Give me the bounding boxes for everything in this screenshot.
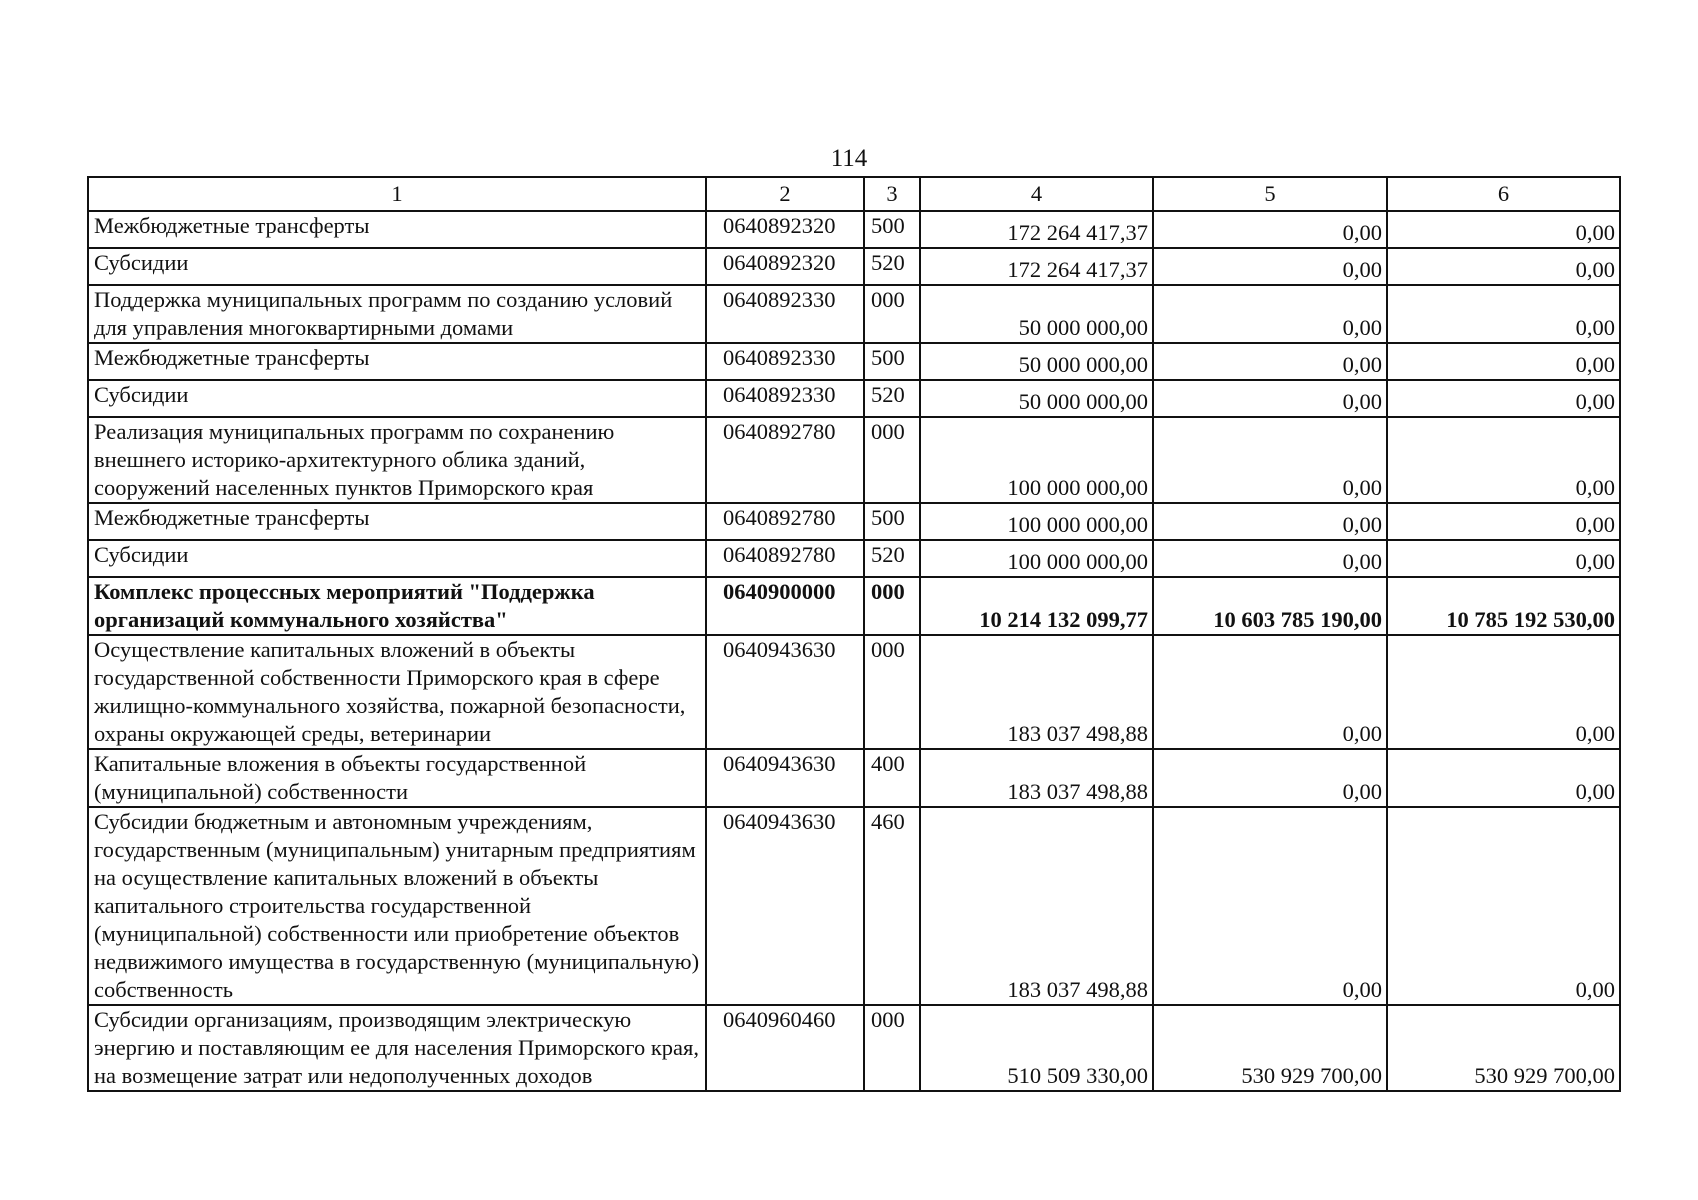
row-code: 0640943630 bbox=[706, 807, 864, 1005]
row-value-5: 0,00 bbox=[1153, 285, 1387, 343]
row-value-4: 50 000 000,00 bbox=[920, 380, 1153, 417]
row-value-4: 10 214 132 099,77 bbox=[920, 577, 1153, 635]
column-header-1: 1 bbox=[88, 177, 706, 211]
row-type: 000 bbox=[864, 417, 920, 503]
row-value-4: 172 264 417,37 bbox=[920, 248, 1153, 285]
row-name: Субсидии бюджетным и автономным учреждениям, государственным (муниципальным) унитарным предприятиям на осуществление капитальных вложений в объекты капитального строительства государственной (муниципальной) собственности или приобретение объектов недвижимого имущества в государственную (муниципальную) собственность bbox=[88, 807, 706, 1005]
row-value-5: 10 603 785 190,00 bbox=[1153, 577, 1387, 635]
table-row bbox=[88, 380, 1620, 417]
row-value-5: 0,00 bbox=[1153, 211, 1387, 248]
table-row bbox=[88, 540, 1620, 577]
row-name: Межбюджетные трансферты bbox=[88, 343, 706, 380]
row-value-4: 510 509 330,00 bbox=[920, 1005, 1153, 1091]
row-value-4: 100 000 000,00 bbox=[920, 540, 1153, 577]
row-name: Поддержка муниципальных программ по созданию условий для управления многоквартирными домами bbox=[88, 285, 706, 343]
row-value-4: 183 037 498,88 bbox=[920, 635, 1153, 749]
page-number: 114 bbox=[830, 145, 868, 172]
table-row-section-total bbox=[88, 577, 1620, 635]
table-row bbox=[88, 503, 1620, 540]
row-name: Субсидии организациям, производящим электрическую энергию и поставляющим ее для населения Приморского края, на возмещение затрат или недополученных доходов bbox=[88, 1005, 706, 1091]
row-value-4: 183 037 498,88 bbox=[920, 807, 1153, 1005]
row-type: 520 bbox=[864, 380, 920, 417]
row-type: 520 bbox=[864, 540, 920, 577]
row-name: Осуществление капитальных вложений в объекты государственной собственности Приморского края в сфере жилищно-коммунального хозяйства, пожарной безопасности, охраны окружающей среды, ветеринарии bbox=[88, 635, 706, 749]
row-value-6: 10 785 192 530,00 bbox=[1387, 577, 1620, 635]
row-value-6: 0,00 bbox=[1387, 417, 1620, 503]
row-value-4: 183 037 498,88 bbox=[920, 749, 1153, 807]
row-code: 0640943630 bbox=[706, 749, 864, 807]
row-type: 400 bbox=[864, 749, 920, 807]
row-value-4: 50 000 000,00 bbox=[920, 285, 1153, 343]
row-type: 500 bbox=[864, 503, 920, 540]
column-header-4: 4 bbox=[920, 177, 1153, 211]
row-code: 0640892780 bbox=[706, 540, 864, 577]
row-type: 500 bbox=[864, 343, 920, 380]
row-value-6: 0,00 bbox=[1387, 807, 1620, 1005]
column-header-3: 3 bbox=[864, 177, 920, 211]
row-value-5: 0,00 bbox=[1153, 749, 1387, 807]
table-row bbox=[88, 285, 1620, 343]
row-code: 0640892330 bbox=[706, 380, 864, 417]
row-name: Субсидии bbox=[88, 540, 706, 577]
row-value-4: 100 000 000,00 bbox=[920, 503, 1153, 540]
table-row bbox=[88, 807, 1620, 1005]
row-value-6: 530 929 700,00 bbox=[1387, 1005, 1620, 1091]
row-code: 0640892320 bbox=[706, 248, 864, 285]
row-code: 0640892780 bbox=[706, 417, 864, 503]
row-name: Капитальные вложения в объекты государственной (муниципальной) собственности bbox=[88, 749, 706, 807]
row-value-6: 0,00 bbox=[1387, 248, 1620, 285]
row-name: Межбюджетные трансферты bbox=[88, 503, 706, 540]
table-row bbox=[88, 211, 1620, 248]
row-value-6: 0,00 bbox=[1387, 211, 1620, 248]
row-type: 000 bbox=[864, 635, 920, 749]
column-header-2: 2 bbox=[706, 177, 864, 211]
row-code: 0640943630 bbox=[706, 635, 864, 749]
table-row bbox=[88, 343, 1620, 380]
row-name: Субсидии bbox=[88, 248, 706, 285]
row-code: 0640892780 bbox=[706, 503, 864, 540]
table-row bbox=[88, 248, 1620, 285]
row-code: 0640900000 bbox=[706, 577, 864, 635]
row-value-5: 0,00 bbox=[1153, 503, 1387, 540]
row-value-6: 0,00 bbox=[1387, 343, 1620, 380]
row-name: Комплекс процессных мероприятий "Поддержка организаций коммунального хозяйства" bbox=[88, 577, 706, 635]
row-value-5: 0,00 bbox=[1153, 380, 1387, 417]
row-type: 520 bbox=[864, 248, 920, 285]
row-value-6: 0,00 bbox=[1387, 380, 1620, 417]
row-value-5: 0,00 bbox=[1153, 417, 1387, 503]
table-row bbox=[88, 635, 1620, 749]
row-value-6: 0,00 bbox=[1387, 635, 1620, 749]
table-header-row bbox=[88, 177, 1620, 211]
row-value-6: 0,00 bbox=[1387, 540, 1620, 577]
row-type: 460 bbox=[864, 807, 920, 1005]
row-value-6: 0,00 bbox=[1387, 503, 1620, 540]
row-value-5: 0,00 bbox=[1153, 807, 1387, 1005]
row-value-6: 0,00 bbox=[1387, 749, 1620, 807]
row-value-5: 0,00 bbox=[1153, 343, 1387, 380]
row-value-6: 0,00 bbox=[1387, 285, 1620, 343]
row-value-4: 100 000 000,00 bbox=[920, 417, 1153, 503]
budget-table bbox=[87, 176, 1621, 1092]
column-header-6: 6 bbox=[1387, 177, 1620, 211]
row-code: 0640892330 bbox=[706, 285, 864, 343]
row-code: 0640892320 bbox=[706, 211, 864, 248]
table-row bbox=[88, 417, 1620, 503]
row-code: 0640960460 bbox=[706, 1005, 864, 1091]
row-type: 000 bbox=[864, 1005, 920, 1091]
row-value-5: 0,00 bbox=[1153, 540, 1387, 577]
row-name: Реализация муниципальных программ по сохранению внешнего историко-архитектурного облика зданий, сооружений населенных пунктов Приморского края bbox=[88, 417, 706, 503]
row-name: Межбюджетные трансферты bbox=[88, 211, 706, 248]
row-type: 500 bbox=[864, 211, 920, 248]
column-header-5: 5 bbox=[1153, 177, 1387, 211]
row-value-4: 172 264 417,37 bbox=[920, 211, 1153, 248]
row-value-5: 530 929 700,00 bbox=[1153, 1005, 1387, 1091]
row-type: 000 bbox=[864, 285, 920, 343]
row-name: Субсидии bbox=[88, 380, 706, 417]
table-row bbox=[88, 749, 1620, 807]
row-type: 000 bbox=[864, 577, 920, 635]
row-value-4: 50 000 000,00 bbox=[920, 343, 1153, 380]
row-code: 0640892330 bbox=[706, 343, 864, 380]
row-value-5: 0,00 bbox=[1153, 248, 1387, 285]
row-value-5: 0,00 bbox=[1153, 635, 1387, 749]
table-row bbox=[88, 1005, 1620, 1091]
